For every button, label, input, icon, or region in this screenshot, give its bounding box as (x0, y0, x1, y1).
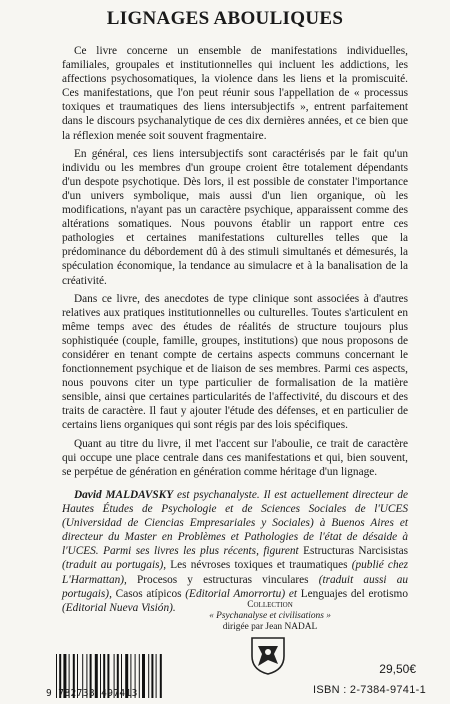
collection-label: Collection (247, 600, 293, 610)
blurb-paragraph-1: Ce livre concerne un ensemble de manifestations individuelles, familiales, groupales et institutionnelles qui incluent les addictions, les affections psychosomatiques, la violence dans les liens et la promiscuité. Ces manifestations, que l'on peut réunir sous l'appellation de « processus toxiques et traumatiques des liens intersubjectifs », entrent parfaitement dans le discours psychanalytique de ces dix dernières années, et ce bien que la réflexion menée soit souvent fragmentaire. (62, 45, 408, 142)
collection-director: dirigée par Jean NADAL (222, 622, 318, 632)
book-title: LIGNAGES ABOULIQUES (106, 8, 344, 29)
barcode-number: 9 782738 497413 (46, 688, 138, 699)
blurb-paragraph-3: Dans ce livre, des anecdotes de type clinique sont associées à d'autres relatives aux pratiques institutionnelles ou culturelles. Toutes s'articulent en même temps avec des études de réalités de structure toujours plus sophistiquée (couple, famille, groupes, institutions) que nous proposons de considérer en tenant compte de certains aspects communs concernant le fonctionnement psychique et de liaison de ses membres. Parmi ces aspects, nous pouvons citer un type particulier de formalisation de la matière sensible, ainsi que certaines particularités de l'affectivité, du discours et des traits de caractère. Il faut y ajouter l'étude des défenses, et en particulier de certains liens organiques qui sont régis par des lois spécifiques. (62, 292, 408, 432)
author-bio: David MALDAVSKY est psychanalyste. Il est actuellement directeur de Hautes Études de Psychologie et de Sciences Sociales de l'UCES (Universidad de Ciencias Empresariales y Sociales) à Buenos Aires et directeur du Master en Problèmes et Pathologies de l'état de désaide à l'UCES. Parmi ses livres les plus récents, figurent Estructuras Narcisistas (traduit au portugais), Les névroses toxiques et traumatiques (publié chez L'Harmattan), Procesos y estructuras vinculares (traduit aussi au portugais), Casos atípicos (Editorial Amorrortu) et Lenguajes del erotismo (Editorial Nueva Visión). (62, 489, 408, 614)
isbn: ISBN : 2-7384-9741-1 (312, 684, 426, 696)
author-name: David MALDAVSKY (74, 489, 174, 501)
blurb-paragraph-2: En général, ces liens intersubjectifs sont caractérisés par le fait qu'un individu ou les membres d'un groupe croient être totalement dépendants d'un despote psychotique. Dès lors, il est possible de constater l'importance d'un univers symbolique, mais aussi d'un lien organique, où les modifications, n'ayant pas un caractère psychique, apparaissent comme des altérations somatiques. Nous pouvons établir un rapport entre ces pathologies et certaines manifestations culturelles telles que la prédominance du débordement dû à des stimuli simultanés et démesurés, la spéculation économique, la tendance au simulacre et à la banalisation de la créativité. (62, 147, 408, 287)
collection-info (170, 600, 370, 633)
blurb (62, 44, 408, 483)
price: 29,50€ (379, 662, 416, 676)
blurb-paragraph-4: Quant au titre du livre, il met l'accent sur l'aboulie, ce trait de caractère qui occupe une place centrale dans ces manifestations et qui, bien souvent, se perpétue de génération en génération comme héritage d'un lignage. (62, 437, 408, 478)
collection-name: « Psychanalyse et civilisations » (209, 611, 331, 621)
publisher-logo-icon (248, 634, 288, 676)
